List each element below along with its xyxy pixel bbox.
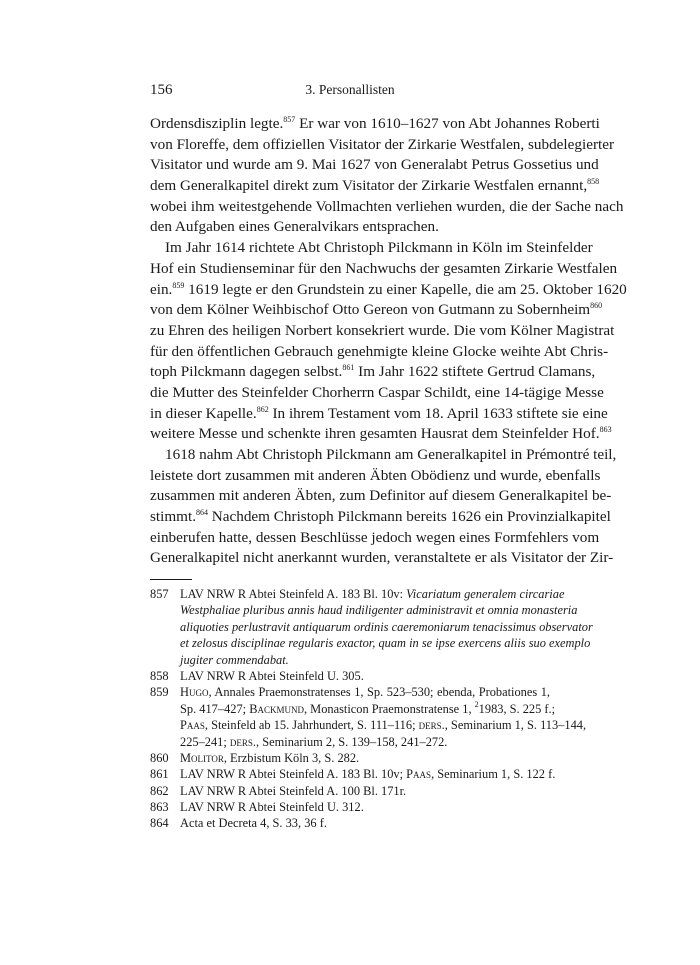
running-head: 3. Personallisten (305, 82, 395, 97)
text-line: dem Generalkapitel direkt zum Visitator der Zirkarie Westfalen ernannt,$^{858}$ (150, 177, 600, 195)
text-line: in dieser Kapelle.$^{862}$ In ihrem Testament vom 18. April 1633 stiftete sie eine (150, 404, 608, 422)
footnote-ref[interactable]: 863 (599, 425, 612, 435)
text-line: die Mutter des Steinfelder Chorherrn Caspar Schildt, eine 14-tägige Messe (150, 383, 604, 401)
text-line: toph Pilckmann dagegen selbst.$^{861}$ Im Jahr 1622 stiftete Gertrud Clamans, (150, 363, 596, 381)
footnote-line: jugiter commendabat. (180, 652, 289, 667)
text-line: stimmt.$^{864}$ Nachdem Christoph Pilckmann bereits 1626 ein Provinzialkapitel (150, 508, 611, 526)
text-line: Visitator und wurde am 9. Mai 1627 von Generalabt Petrus Gossetius und (150, 156, 599, 174)
text-line: von dem Kölner Weihbischof Otto Gereon von Gutmann zu Sobernheim$^{860}$ (150, 301, 603, 319)
footnote-860 (150, 750, 550, 766)
footnote-number: 864 (150, 816, 169, 831)
footnote-line: LAV NRW R Abtei Steinfeld A. 183 Bl. 10v; Paas, Seminarium 1, S. 122 f. (180, 767, 556, 782)
footnote-line: Molitor, Erzbistum Köln 3, S. 282. (180, 750, 360, 765)
text-line: weitere Messe und schenkte ihren gesamten Hausrat dem Steinfelder Hof.$^{863}$ (150, 425, 612, 443)
footnote-line: 225–241; ders., Seminarium 2, S. 139–158, 241–272. (180, 734, 448, 749)
footnote-line: Acta et Decreta 4, S. 33, 36 f. (180, 816, 327, 831)
footnote-line: LAV NRW R Abtei Steinfeld A. 100 Bl. 171r. (180, 783, 407, 798)
footnote-861 (150, 766, 556, 782)
footnote-number: 863 (150, 800, 169, 815)
text-line: wobei ihm weitestgehende Vollmachten verliehen wurden, die der Sache nach (150, 197, 624, 215)
text-line: Im Jahr 1614 richtete Abt Christoph Pilckmann in Köln im Steinfelder (165, 239, 593, 257)
text-line: einberufen hatte, dessen Beschlüsse jedoch wegen eines Formfehlers vom (150, 528, 600, 546)
footnote-858 (150, 668, 550, 684)
text-line: von Floreffe, dem offiziellen Visitator der Zirkarie Westfalen, subdelegierter (150, 135, 615, 153)
footnote-857 (150, 586, 593, 668)
footnote-ref[interactable]: 862 (256, 404, 269, 414)
footnote-ref[interactable]: 861 (342, 363, 355, 373)
text-line: für den öffentlichen Gebrauch genehmigte kleine Glocke weihte Abt Chris- (150, 342, 609, 360)
footnote-number: 861 (150, 767, 169, 782)
footnote-number: 862 (150, 783, 169, 798)
footnote-line: LAV NRW R Abtei Steinfeld A. 183 Bl. 10v: Vicariatum generalem circariae (180, 587, 565, 601)
footnote-862 (150, 783, 550, 799)
footnote-line: Westphaliae pluribus annis haud indiligenter administravit et omnia monasteria (180, 603, 578, 618)
text-line: Ordensdisziplin legte.$^{857}$ Er war von 1610–1627 von Abt Johannes Roberti (150, 115, 600, 132)
footnote-number: 858 (150, 668, 169, 683)
text-line: zu Ehren des heiligen Norbert konsekriert wurde. Die vom Kölner Magistrat (150, 321, 615, 339)
footnote-859 (150, 684, 587, 750)
footnote-separator (150, 579, 192, 580)
footnote-number: 860 (150, 750, 169, 765)
footnote-ref[interactable]: 858 (587, 177, 600, 187)
footnote-863 (150, 799, 550, 815)
text-line: den Aufgaben eines Generalvikars entsprachen. (150, 218, 439, 236)
footnote-line: et zelosus disciplinae regularis exactor, quam in se ipse exercens aliis suo exemplo (180, 636, 591, 651)
footnote-line: Sp. 417–427; Backmund, Monasticon Praemonstratense 1, $^2$1983, S. 225 f.; (180, 699, 556, 716)
footnote-864 (150, 815, 550, 831)
footnote-line: Paas, Steinfeld ab 15. Jahrhundert, S. 111–116; ders., Seminarium 1, S. 113–144, (180, 718, 587, 733)
footnote-line: LAV NRW R Abtei Steinfeld U. 305. (180, 668, 364, 683)
text-line: Hof ein Studienseminar für den Nachwuchs der gesamten Zirkarie Westfalen (150, 259, 618, 277)
footnote-ref[interactable]: 857 (283, 115, 296, 124)
footnote-line: aliquoties perlustravit antiquarum ordinis caeremoniarum tenacissimus observator (180, 619, 593, 634)
footnote-number: 859 (150, 685, 169, 700)
text-line: leistete dort zusammen mit anderen Äbten Obödienz und wurde, ebenfalls (150, 466, 601, 484)
text-line: Generalkapitel nicht anerkannt wurden, veranstaltete er als Visitator der Zir- (150, 549, 614, 567)
footnotes (150, 586, 593, 832)
text-line: zusammen mit anderen Äbten, zum Definitor auf diesem Generalkapitel be- (150, 487, 612, 505)
page-header (150, 82, 550, 104)
page-number: 156 (150, 82, 173, 98)
footnote-ref[interactable]: 864 (196, 508, 208, 518)
footnote-ref[interactable]: 859 (172, 280, 185, 290)
footnote-line: LAV NRW R Abtei Steinfeld U. 312. (180, 800, 364, 815)
main-text (150, 114, 627, 569)
text-line: ein.$^{859}$ 1619 legte er den Grundstein zu einer Kapelle, die am 25. Oktober 1620 (150, 280, 627, 298)
footnote-number: 857 (150, 587, 169, 601)
footnote-line: Hugo, Annales Praemonstratenses 1, Sp. 523–530; ebenda, Probationes 1, (180, 685, 550, 700)
text-line: 1618 nahm Abt Christoph Pilckmann am Generalkapitel in Prémontré teil, (165, 446, 617, 463)
footnote-ref[interactable]: 860 (590, 301, 603, 311)
